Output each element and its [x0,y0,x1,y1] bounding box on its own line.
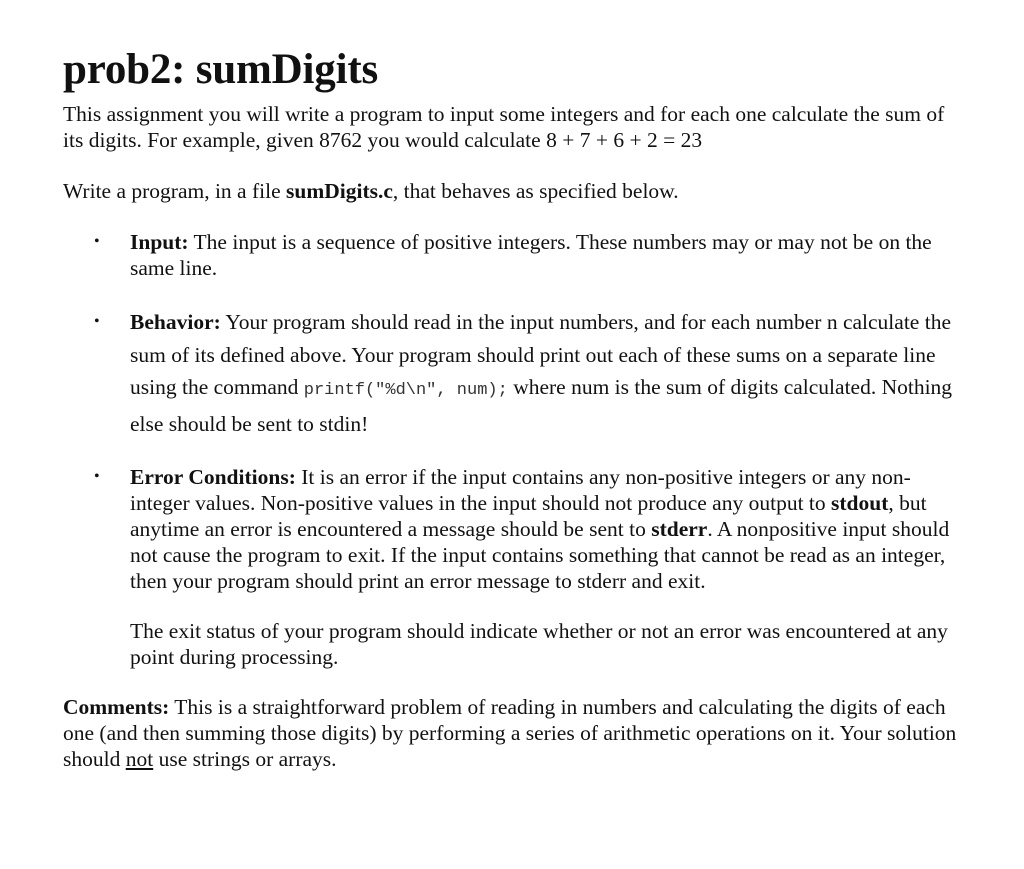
printf-code: printf("%d\n", num); [303,381,508,400]
error-text-1: It is an error if the input contains any non-positive integers or any non-integer values. Non-positive values in the input should not produce any output to [130,465,911,515]
comments-paragraph [63,694,963,772]
intro-paragraph: This assignment you will write a program to input some integers and for each one calculate the sum of its digits. For example, given 8762 you would calculate 8 + 7 + 6 + 2 = 23 [63,102,945,152]
error-text-2: , but anytime an error is encountered a message should be sent to [130,491,927,541]
input-label: Input: [130,230,189,254]
exit-status-paragraph: The exit status of your program should indicate whether or not an error was encountered at any point during processing. [130,619,948,669]
list-item-behavior [63,306,963,440]
page-title: prob2: sumDigits [63,46,378,93]
bullet-icon: • [94,233,100,250]
bullet-icon: • [94,468,100,485]
comments-text-1: This is a straightforward problem of reading in numbers and calculating the digits of each one (and then summing those digits) by performing a series of arithmetic operations on it. Your solution should [63,695,957,771]
spec-list [63,229,963,594]
behavior-label: Behavior: [130,310,221,334]
behavior-text-2: where num is the sum of digits calculated. Nothing else should be sent to stdin! [130,375,953,436]
stderr-term: stderr [651,517,708,541]
task-filename: sumDigits.c [286,179,393,203]
task-text-after: , that behaves as specified below. [392,179,679,203]
comments-label: Comments: [63,695,170,719]
input-text: The input is a sequence of positive integers. These numbers may or may not be on the same line. [130,230,932,280]
error-label: Error Conditions: [130,465,296,489]
comments-text-2: use strings or arrays. [153,747,337,771]
task-paragraph [63,178,963,204]
list-item-error-conditions [63,464,963,594]
not-emphasis: not [125,747,154,771]
bullet-icon: • [94,313,100,330]
behavior-text-1: Your program should read in the input numbers, and for each number n calculate the sum of its defined above. Your program should print out each of these sums on a separate line using the command [130,310,951,399]
task-text-before: Write a program, in a file [63,179,286,203]
list-item-input [63,229,963,281]
document-page [63,44,963,772]
stdout-term: stdout [831,491,889,515]
error-text-3: . A nonpositive input should not cause the program to exit. If the input contains something that cannot be read as an integer, then your program should print an error message to stderr and exit. [130,517,950,593]
